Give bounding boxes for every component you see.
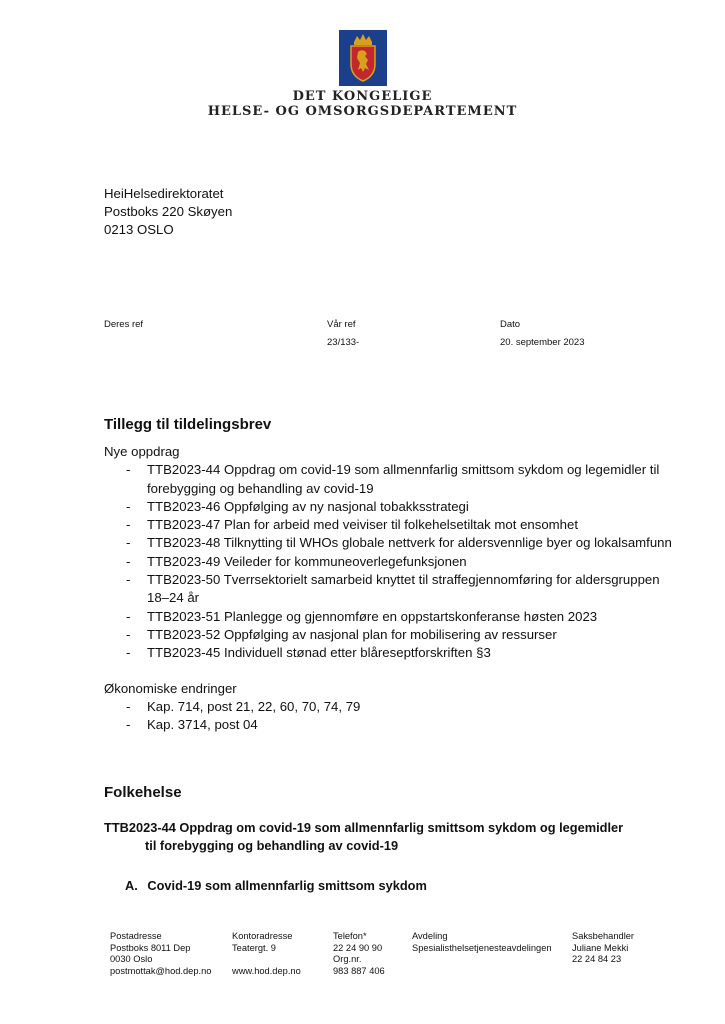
deres-ref-label: Deres ref	[104, 319, 144, 330]
footer-email[interactable]: postmottak@hod.dep.no	[110, 965, 212, 976]
dept-name-line2: HELSE- OG OMSORGSDEPARTEMENT	[207, 104, 518, 119]
assignment-list	[104, 461, 674, 662]
recipient-line: 0213 OSLO	[104, 222, 174, 237]
list-item: - Kap. 3714, post 04	[104, 716, 674, 734]
section-body	[104, 443, 674, 734]
footer-value: 22 24 90 90	[333, 942, 383, 953]
footer-value: 22 24 84 23	[572, 954, 622, 965]
footer-value: Juliane Mekki	[572, 942, 629, 953]
var-ref-value: 23/133-	[327, 337, 360, 348]
economic-list	[104, 698, 674, 735]
list-item: - TTB2023-45 Individuell stønad etter blåreseptforskriften §3	[104, 644, 674, 662]
var-ref-label: Vår ref	[327, 319, 356, 330]
footer-office	[232, 931, 301, 977]
recipient-line: HeiHelsedirektoratet	[104, 186, 224, 201]
assignment-heading-line: TTB2023-44 Oppdrag om covid-19 som allmennfarlig smittsom sykdom og legemidler	[104, 820, 624, 835]
section-title: Folkehelse	[104, 784, 182, 801]
subheading: Økonomiske endringer	[104, 680, 237, 696]
footer-label: Telefon*	[333, 931, 367, 941]
dept-name-line1: DET KONGELIGE	[292, 89, 433, 104]
footer-label: Kontoradresse	[232, 931, 293, 941]
footer-department	[412, 931, 552, 954]
subheading: Nye oppdrag	[104, 444, 180, 459]
letterhead	[0, 30, 725, 119]
list-item: - TTB2023-48 Tilknytting til WHOs globale nettverk for aldersvennlige byer og lokalsamfunn	[104, 534, 674, 552]
footer-value: 0030 Oslo	[110, 954, 153, 965]
assignment-heading	[104, 819, 684, 856]
date-label: Dato	[500, 319, 521, 330]
footer-phone	[333, 931, 385, 977]
point-text: Covid-19 som allmennfarlig smittsom sykdom	[147, 878, 427, 893]
royal-coat-of-arms-icon	[339, 30, 387, 86]
list-item: - TTB2023-49 Veileder for kommuneoverlegefunksjonen	[104, 553, 674, 571]
list-item: - TTB2023-44 Oppdrag om covid-19 som allmennfarlig smittsom sykdom og legemidler til forebygging og behandling av covid-19	[104, 461, 674, 498]
footer-postal	[110, 931, 211, 977]
assignment-heading-line: til forebygging og behandling av covid-19	[145, 838, 399, 854]
section-title: Tillegg til tildelingsbrev	[104, 416, 272, 433]
list-item: - TTB2023-47 Plan for arbeid med veiviser til folkehelsetiltak mot ensomhet	[104, 516, 674, 534]
footer-website[interactable]: www.hod.dep.no	[232, 965, 301, 976]
footer-value: 983 887 406	[333, 965, 385, 976]
footer-value: Spesialisthelsetjenesteavdelingen	[412, 942, 552, 953]
footer-label: Postadresse	[110, 931, 162, 941]
footer-value: Postboks 8011 Dep	[110, 942, 191, 953]
footer-caseworker	[572, 931, 634, 966]
footer-value: Teatergt. 9	[232, 942, 276, 953]
list-item: - TTB2023-51 Planlegge og gjennomføre en oppstartskonferanse høsten 2023	[104, 608, 674, 626]
list-item: - TTB2023-52 Oppfølging av nasjonal plan for mobilisering av ressurser	[104, 626, 674, 644]
recipient-address	[104, 185, 232, 239]
footer-label: Avdeling	[412, 931, 448, 941]
footer-label: Saksbehandler	[572, 931, 635, 941]
list-item: - TTB2023-46 Oppfølging av ny nasjonal tobakksstrategi	[104, 498, 674, 516]
recipient-line: Postboks 220 Skøyen	[104, 204, 233, 219]
list-item: - Kap. 714, post 21, 22, 60, 70, 74, 79	[104, 698, 674, 716]
footer-label: Org.nr.	[333, 954, 362, 965]
point-heading	[125, 877, 427, 895]
list-item: - TTB2023-50 Tverrsektorielt samarbeid knyttet til straffegjennomføring for aldersgruppen 18–24 år	[104, 571, 674, 608]
point-label: A.	[125, 878, 138, 893]
date-value: 20. september 2023	[500, 337, 585, 348]
